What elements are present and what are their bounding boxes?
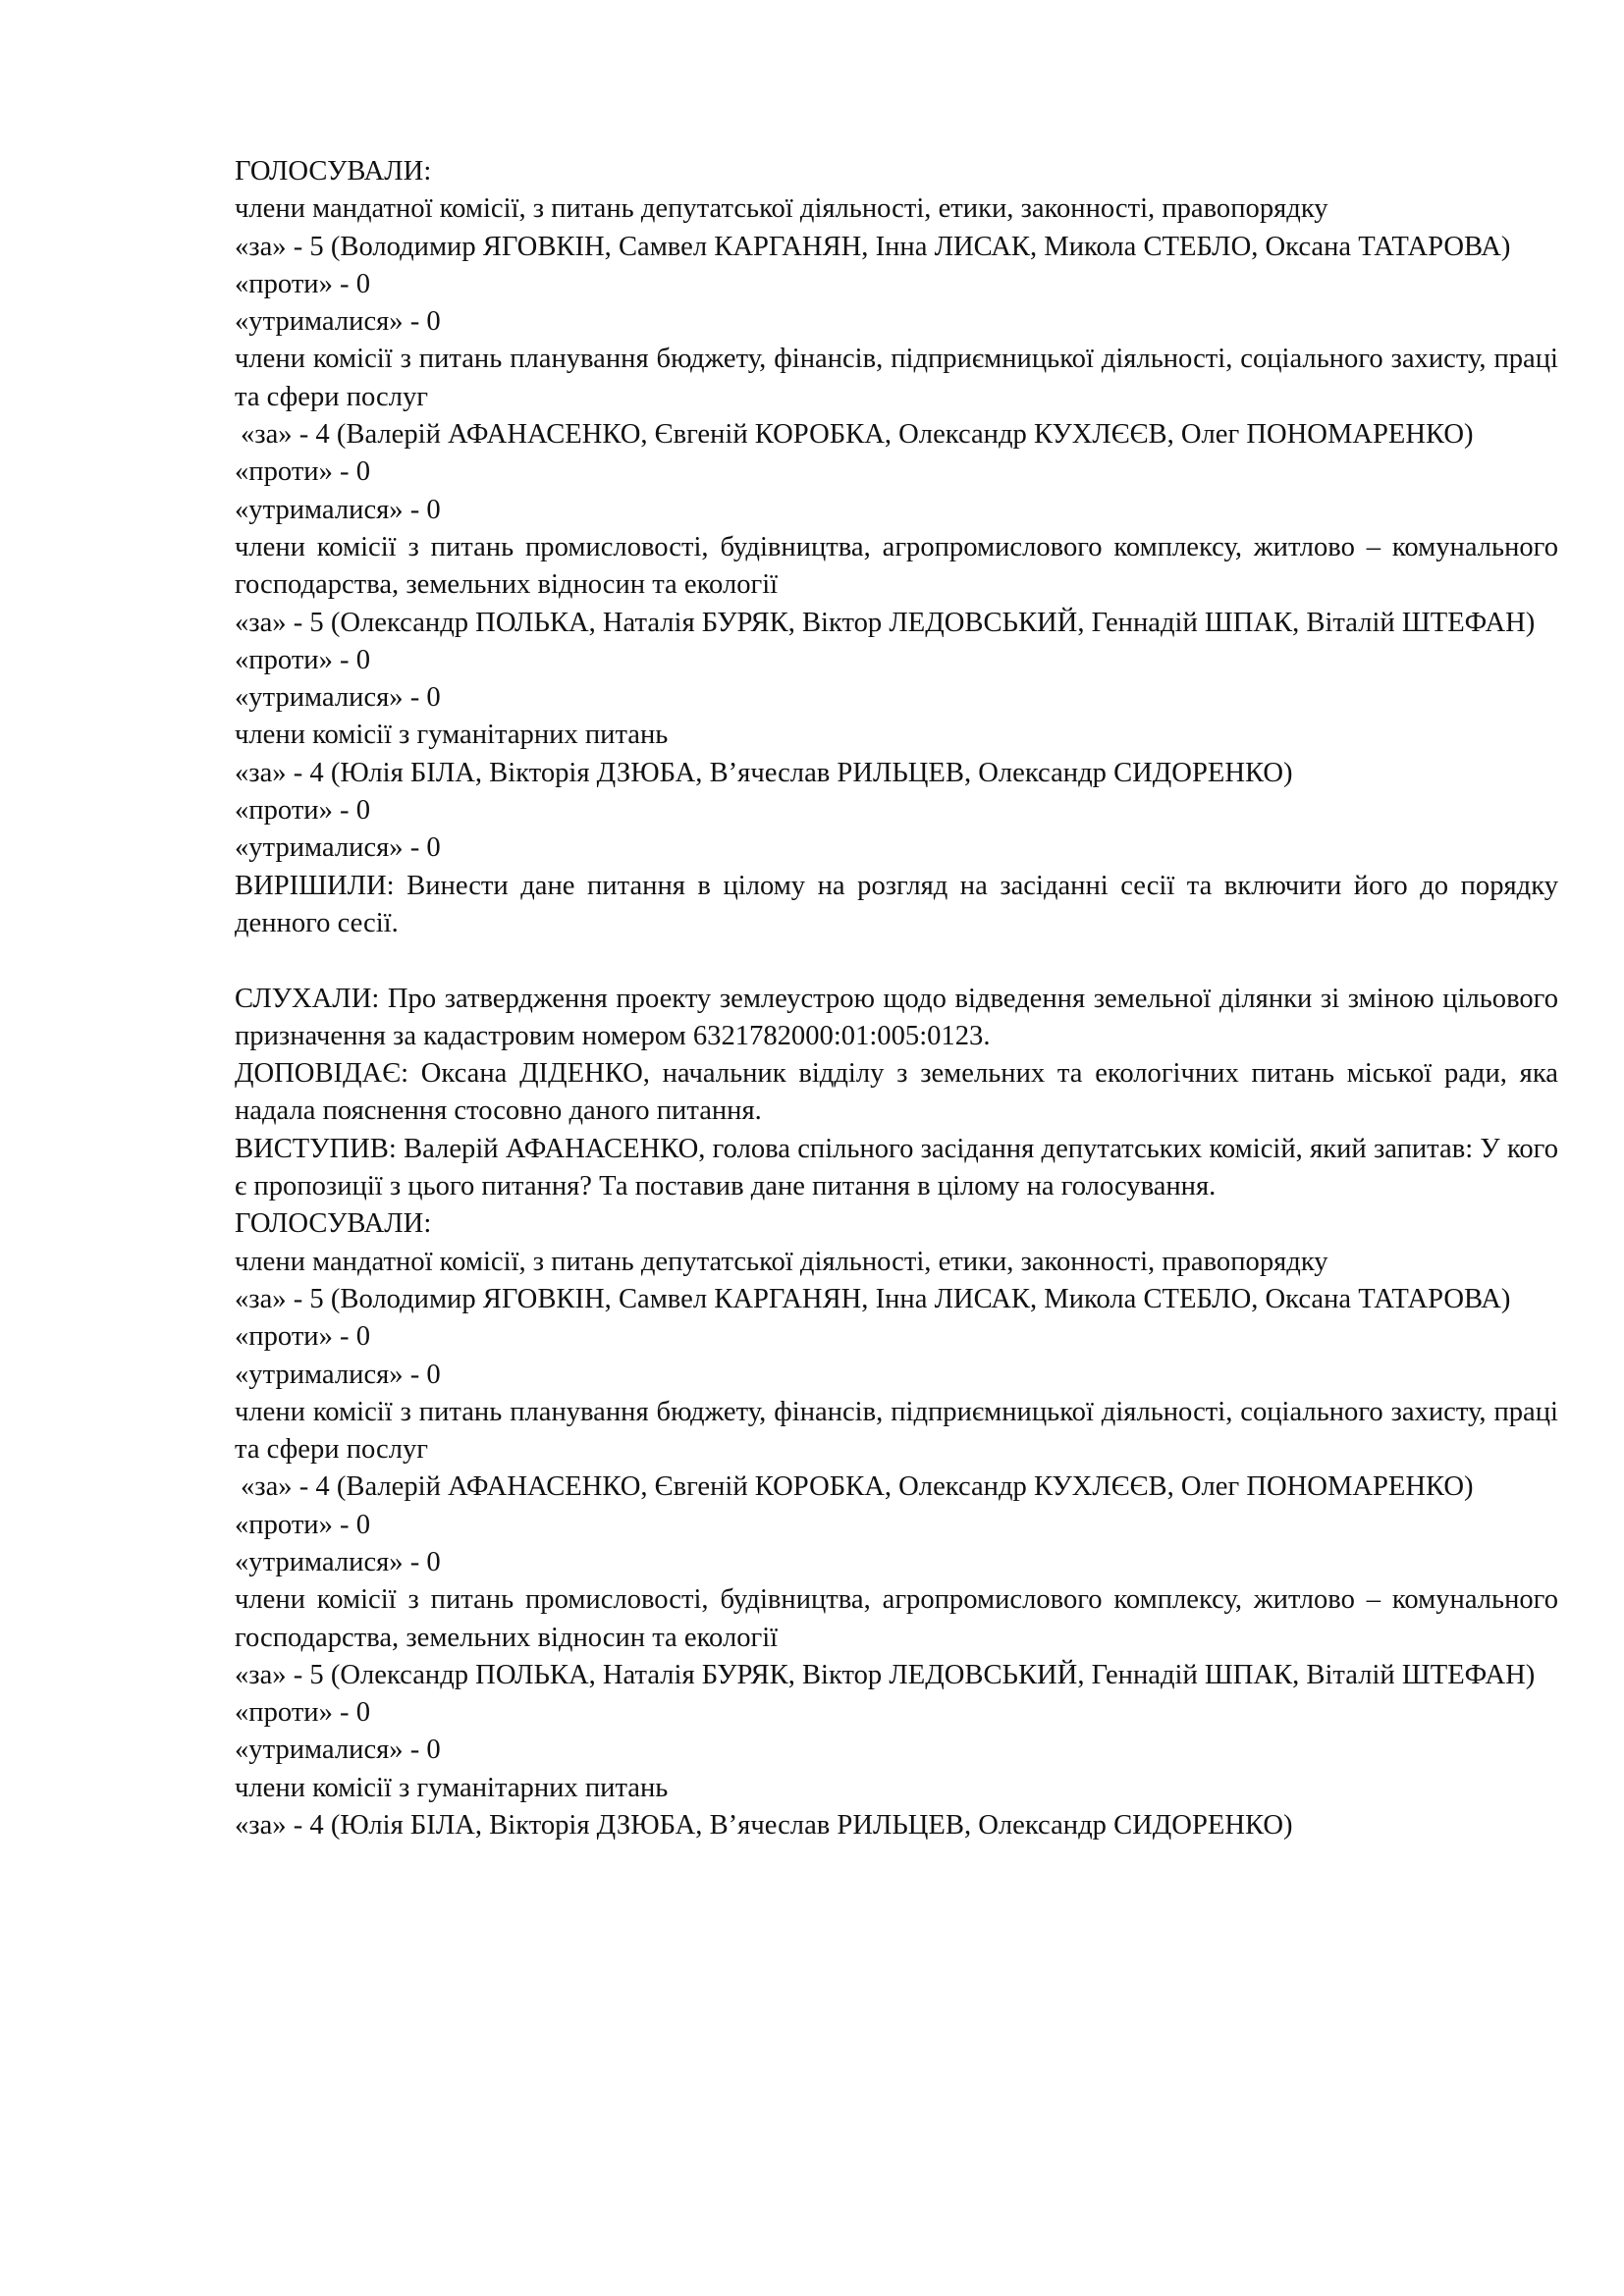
vote-against: «проти» - 0 [235,644,371,675]
committee-mandate: члени мандатної комісії, з питань депутатської діяльності, етики, законності, правопорядку [235,1246,1328,1277]
vote-against: «проти» - 0 [235,456,371,488]
vote-against: «проти» - 0 [235,795,371,827]
vote-for: «за» - 4 (Валерій АФАНАСЕНКО, Євгеній КОРОБКА, Олександр КУХЛЄЄВ, Олег ПОНОМАРЕНКО) [241,419,1474,451]
committee-humanitarian: члени комісії з гуманітарних питань [235,720,669,751]
vote-against: «проти» - 0 [235,268,371,299]
speaker-paragraph: ВИСТУПИВ: Валерій АФАНАСЕНКО, голова спільного засідання депутатських комісій, який запитав: У кого є пропозиції з цього питання? Та поставив дане питання в цілому на голосування. [235,1133,1558,1202]
vote-for: «за» - 5 (Володимир ЯГОВКІН, Самвел КАРГАНЯН, Інна ЛИСАК, Микола СТЕБЛО, Оксана ТАТАРОВА) [235,231,1511,262]
vote-against: «проти» - 0 [235,1321,371,1353]
document-body [235,153,1558,1844]
vote-for: «за» - 4 (Юлія БІЛА, Вікторія ДЗЮБА, В’ячеслав РИЛЬЦЕВ, Олександр СИДОРЕНКО) [235,1810,1293,1842]
committee-humanitarian: члени комісії з гуманітарних питань [235,1772,669,1803]
vote-abstained: «утрималися» - 0 [235,1359,441,1390]
section-heading-voted: ГОЛОСУВАЛИ: [235,1208,432,1240]
vote-for: «за» - 5 (Володимир ЯГОВКІН, Самвел КАРГАНЯН, Інна ЛИСАК, Микола СТЕБЛО, Оксана ТАТАРОВА) [235,1283,1511,1314]
vote-for: «за» - 5 (Олександр ПОЛЬКА, Наталія БУРЯК, Віктор ЛЕДОВСЬКИЙ, Геннадій ШПАК, Віталій ШТЕФАН) [235,1659,1536,1690]
committee-budget: члени комісії з питань планування бюджету, фінансів, підприємницької діяльності, соціального захисту, праці та сфери послуг [235,1396,1558,1466]
vote-abstained: «утрималися» - 0 [235,682,441,714]
vote-abstained: «утрималися» - 0 [235,1546,441,1577]
committee-industry: члени комісії з питань промисловості, будівництва, агропромислового комплексу, житлово – комунального господарства, земельних відносин та екології [235,531,1558,601]
vote-abstained: «утрималися» - 0 [235,832,441,864]
vote-abstained: «утрималися» - 0 [235,306,441,338]
vote-abstained: «утрималися» - 0 [235,494,441,525]
heard-paragraph: СЛУХАЛИ: Про затвердження проекту землеустрою щодо відведення земельної ділянки зі зміною цільового призначення за кадастровим номером 6321782000:01:005:0123. [235,983,1558,1051]
committee-mandate: члени мандатної комісії, з питань депутатської діяльності, етики, законності, правопорядку [235,193,1328,225]
committee-industry: члени комісії з питань промисловості, будівництва, агропромислового комплексу, житлово – комунального господарства, земельних відносин та екології [235,1584,1558,1653]
decision-paragraph: ВИРІШИЛИ: Винести дане питання в цілому на розгляд на засіданні сесії та включити його до порядку денного сесії. [235,870,1558,938]
vote-for: «за» - 4 (Валерій АФАНАСЕНКО, Євгеній КОРОБКА, Олександр КУХЛЄЄВ, Олег ПОНОМАРЕНКО) [241,1471,1474,1503]
section-heading-voted: ГОЛОСУВАЛИ: [235,156,432,187]
vote-against: «проти» - 0 [235,1697,371,1729]
reporter-paragraph: ДОПОВІДАЄ: Оксана ДІДЕНКО, начальник відділу з земельних та екологічних питань міської ради, яка надала пояснення стосовно даного питання. [235,1058,1558,1127]
committee-budget: члени комісії з питань планування бюджету, фінансів, підприємницької діяльності, соціального захисту, праці та сфери послуг [235,344,1558,412]
vote-abstained: «утрималися» - 0 [235,1735,441,1766]
paragraph-spacer [235,942,1558,980]
vote-for: «за» - 4 (Юлія БІЛА, Вікторія ДЗЮБА, В’ячеслав РИЛЬЦЕВ, Олександр СИДОРЕНКО) [235,757,1293,788]
vote-for: «за» - 5 (Олександр ПОЛЬКА, Наталія БУРЯК, Віктор ЛЕДОВСЬКИЙ, Геннадій ШПАК, Віталій ШТЕФАН) [235,607,1536,638]
vote-against: «проти» - 0 [235,1509,371,1540]
